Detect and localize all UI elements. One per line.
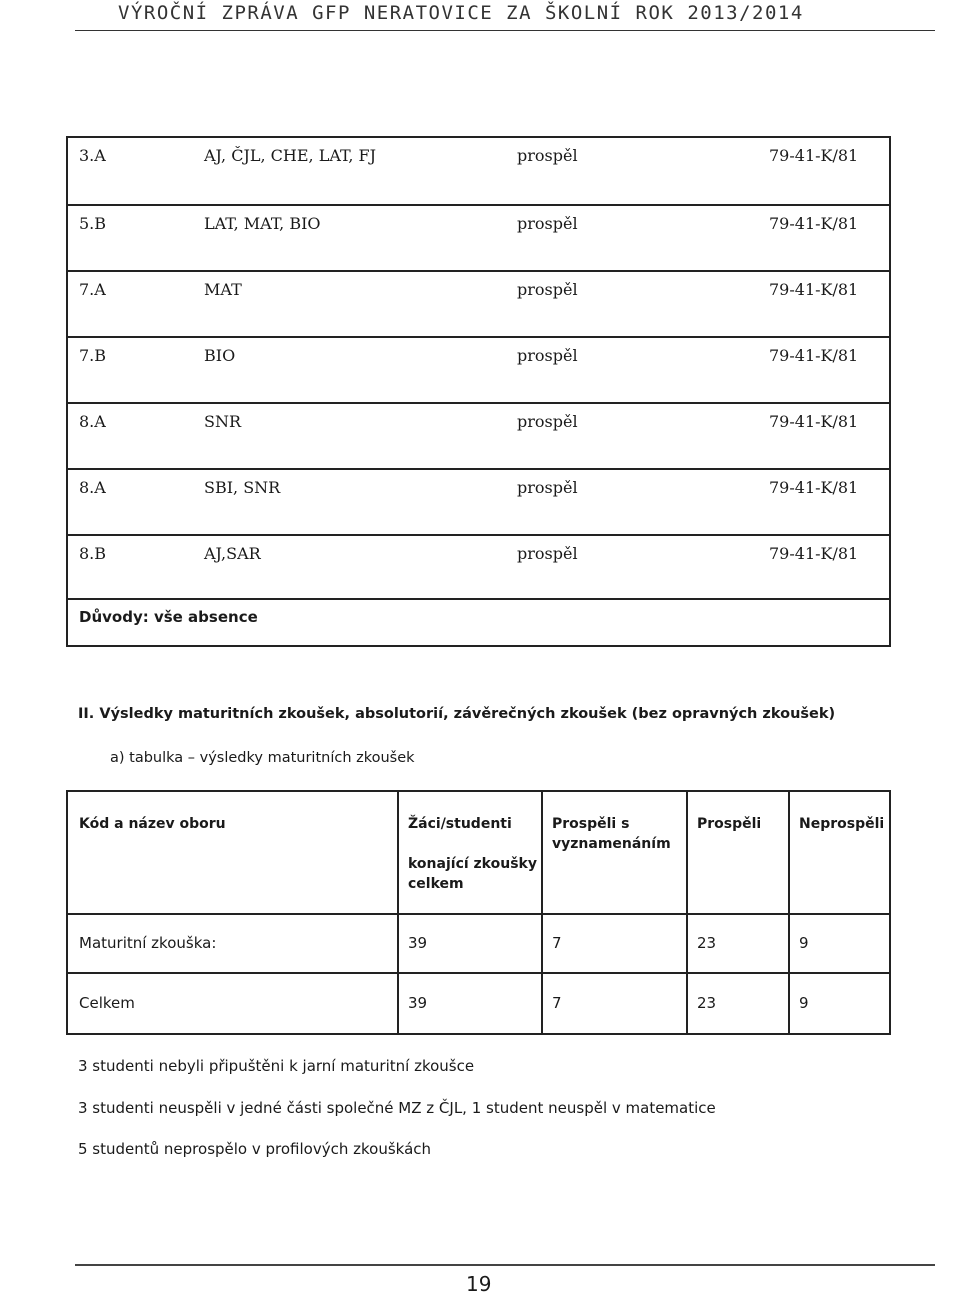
header-divider	[75, 30, 935, 31]
table-row	[68, 206, 889, 272]
note-text: 3 studenti neuspěli v jedné části společné MZ z ČJL, 1 student neuspěl v matematice	[78, 1099, 716, 1117]
code-cell: 79-41-K/81	[769, 478, 859, 497]
maturita-results-table	[66, 790, 891, 1035]
class-cell: 7.A	[79, 280, 106, 299]
note-text: 5 studentů neprospělo v profilových zkouškách	[78, 1140, 432, 1158]
result-cell: prospěl	[517, 146, 578, 165]
subjects-cell: AJ,SAR	[204, 544, 261, 563]
result-cell: prospěl	[517, 544, 578, 563]
failed-value: 9	[799, 994, 809, 1012]
passed-value: 23	[697, 994, 717, 1012]
class-cell: 8.A	[79, 412, 106, 431]
row-divider	[68, 972, 889, 974]
table-row	[68, 536, 889, 600]
header-honors: Prospěli s vyznamenáním	[552, 816, 671, 852]
table-row	[68, 338, 889, 404]
class-cell: 8.B	[79, 544, 107, 563]
row-label: Maturitní zkouška:	[79, 934, 217, 952]
subjects-cell: LAT, MAT, BIO	[204, 214, 321, 233]
document-header-title: VÝROČNÍ ZPRÁVA GFP NERATOVICE ZA ŠKOLNÍ ROK 2013/2014	[118, 2, 804, 24]
subjects-cell: SBI, SNR	[204, 478, 281, 497]
failed-value: 9	[799, 934, 809, 952]
honors-value: 7	[552, 934, 562, 952]
header-field: Kód a název oboru	[79, 816, 226, 832]
code-cell: 79-41-K/81	[769, 544, 859, 563]
result-cell: prospěl	[517, 346, 578, 365]
subjects-cell: SNR	[204, 412, 242, 431]
class-cell: 7.B	[79, 346, 107, 365]
table-row	[68, 272, 889, 338]
honors-value: 7	[552, 994, 562, 1012]
subjects-cell: MAT	[204, 280, 242, 299]
exam-results-table	[66, 136, 891, 647]
header-students-line2: konající zkoušky celkem	[408, 856, 537, 892]
note-text: 3 studenti nebyli připuštěni k jarní maturitní zkoušce	[78, 1057, 475, 1075]
class-cell: 8.A	[79, 478, 106, 497]
subjects-cell: BIO	[204, 346, 236, 365]
reasons-row	[68, 600, 889, 645]
code-cell: 79-41-K/81	[769, 412, 859, 431]
class-cell: 3.A	[79, 146, 106, 165]
result-cell: prospěl	[517, 280, 578, 299]
table-row	[68, 138, 889, 206]
section-heading: II. Výsledky maturitních zkoušek, absolutorií, závěrečných zkoušek (bez opravných zkoušek)	[78, 706, 836, 722]
result-cell: prospěl	[517, 214, 578, 233]
passed-value: 23	[697, 934, 717, 952]
code-cell: 79-41-K/81	[769, 214, 859, 233]
code-cell: 79-41-K/81	[769, 346, 859, 365]
class-cell: 5.B	[79, 214, 107, 233]
header-students	[408, 814, 538, 894]
row-label: Celkem	[79, 994, 135, 1012]
page-number: 19	[466, 1272, 492, 1296]
reasons-text: Důvody: vše absence	[79, 608, 258, 626]
header-passed: Prospěli	[697, 816, 762, 832]
table-row	[68, 404, 889, 470]
code-cell: 79-41-K/81	[769, 146, 859, 165]
footer-divider	[75, 1264, 935, 1266]
table-row	[68, 470, 889, 536]
header-failed: Neprospěli	[799, 816, 885, 832]
students-value: 39	[408, 994, 428, 1012]
students-value: 39	[408, 934, 428, 952]
header-students-line1: Žáci/studenti	[408, 816, 512, 832]
row-divider	[68, 913, 889, 915]
code-cell: 79-41-K/81	[769, 280, 859, 299]
result-cell: prospěl	[517, 412, 578, 431]
result-cell: prospěl	[517, 478, 578, 497]
subjects-cell: AJ, ČJL, CHE, LAT, FJ	[204, 146, 377, 165]
table-subheading: a) tabulka – výsledky maturitních zkoušek	[110, 750, 415, 766]
